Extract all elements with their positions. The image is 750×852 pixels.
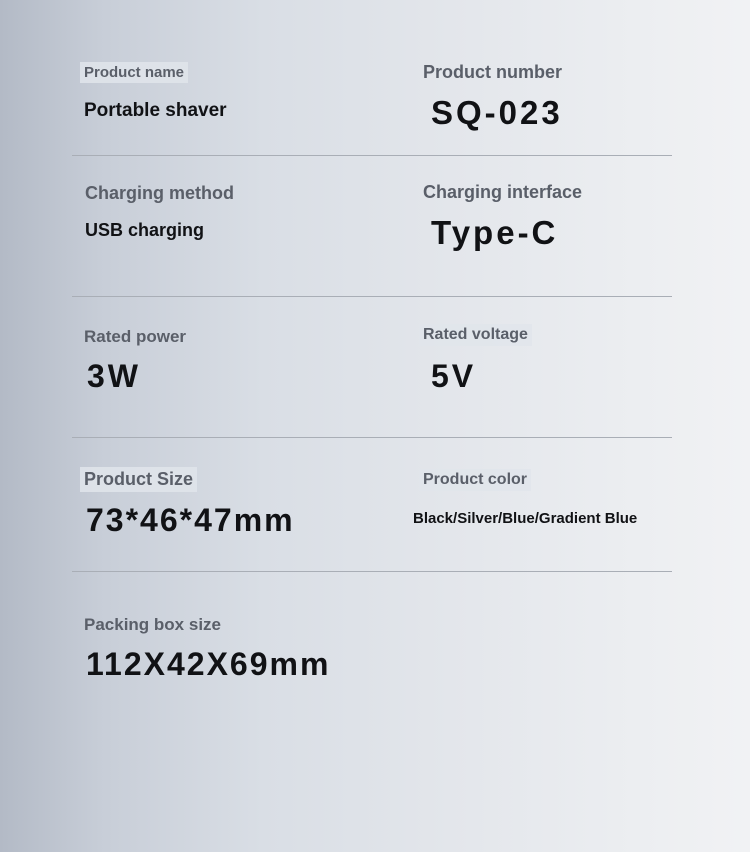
charging-interface-label: Charging interface	[423, 182, 583, 202]
packing-box-size-label: Packing box size	[84, 615, 221, 634]
rated-voltage-value: 5V	[431, 358, 477, 394]
product-number-label: Product number	[423, 62, 563, 82]
product-number-value: SQ-023	[431, 94, 563, 131]
rated-voltage-label: Rated voltage	[419, 324, 532, 346]
product-size-value: 73*46*47mm	[86, 502, 295, 538]
charging-method-label: Charging method	[85, 183, 234, 203]
divider	[72, 437, 672, 438]
packing-box-size-value: 112X42X69mm	[86, 646, 331, 682]
divider	[72, 155, 672, 156]
rated-power-value: 3W	[87, 358, 141, 394]
divider	[72, 571, 672, 572]
charging-method-value: USB charging	[85, 220, 205, 240]
product-size-label: Product Size	[80, 467, 197, 492]
divider	[72, 296, 672, 297]
charging-interface-value: Type-C	[431, 214, 559, 251]
product-color-label: Product color	[419, 469, 531, 491]
rated-power-label: Rated power	[84, 327, 187, 346]
product-name-value: Portable shaver	[84, 100, 227, 121]
product-color-value: Black/Silver/Blue/Gradient Blue	[413, 510, 638, 527]
product-name-label: Product name	[80, 62, 188, 83]
